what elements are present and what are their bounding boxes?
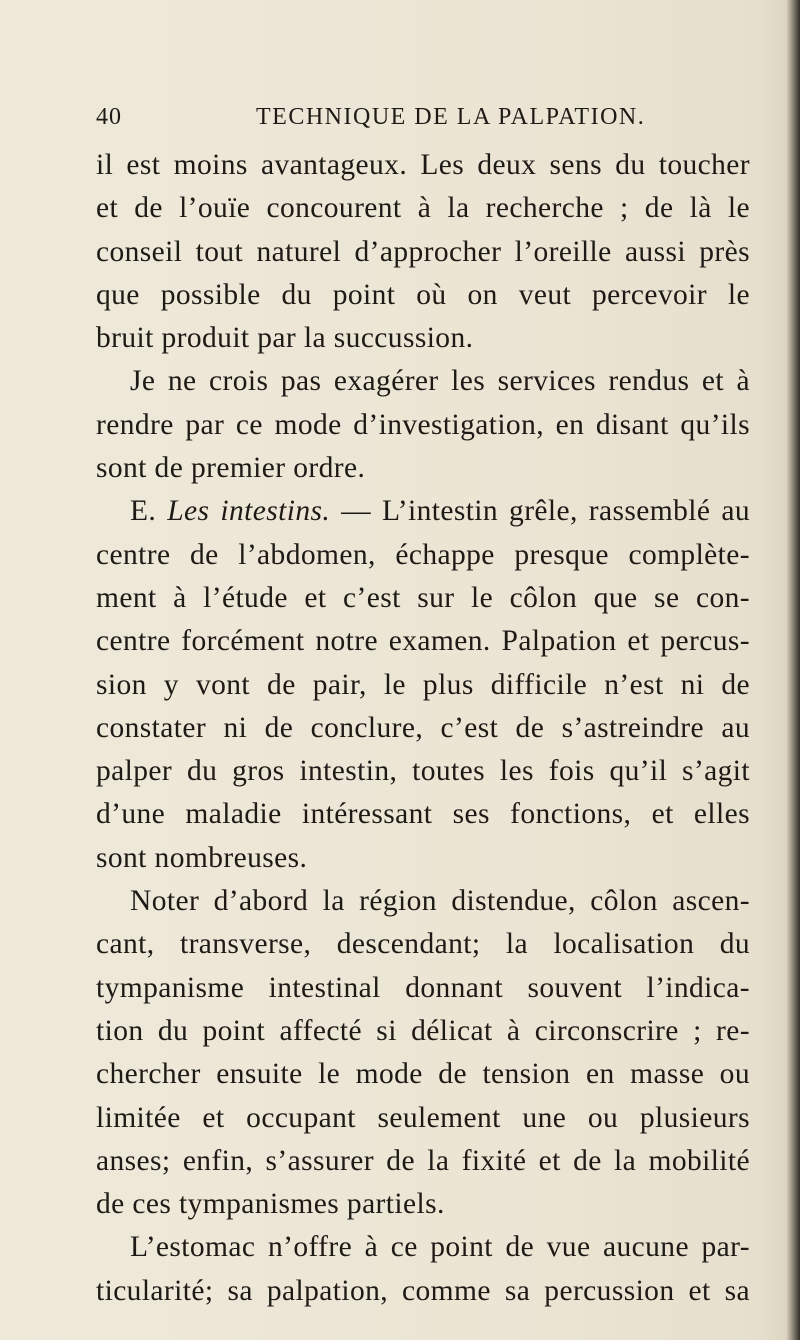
- section-heading-text: — L’intestin grêle, rassemblé au: [330, 495, 750, 528]
- text-line: centre forcément notre examen. Palpation et percus-: [96, 625, 750, 658]
- paragraph-start-line: L’estomac n’offre à ce point de vue aucune par-: [130, 1231, 750, 1264]
- running-head: [96, 104, 736, 138]
- text-line: que possible du point où on veut percevoir le: [96, 278, 750, 311]
- text-line: palper du gros intestin, toutes les fois qu’il s’agit: [96, 755, 750, 788]
- text-line: sont nombreuses.: [96, 841, 308, 874]
- text-line: anses; enfin, s’assurer de la fixité et de la mobilité: [96, 1144, 750, 1177]
- section-heading-title: Les intestins.: [167, 495, 331, 528]
- text-line: ticularité; sa palpation, comme sa percussion et sa: [96, 1274, 750, 1307]
- text-line: tympanisme intestinal donnant souvent l’indica-: [96, 971, 750, 1004]
- text-line: rendre par ce mode d’investigation, en disant qu’ils: [96, 408, 750, 441]
- page-edge-shadow: [786, 0, 800, 1340]
- text-line: bruit produit par la succussion.: [96, 322, 474, 355]
- text-line: cant, transverse, descendant; la localisation du: [96, 928, 750, 961]
- section-letter: E.: [130, 495, 168, 528]
- text-line: ment à l’étude et c’est sur le côlon que se con-: [96, 581, 750, 614]
- text-line: d’une maladie intéressant ses fonctions, et elles: [96, 798, 750, 831]
- section-heading-line: [96, 490, 750, 533]
- paragraph-start-line: Je ne crois pas exagérer les services rendus et à: [130, 365, 750, 398]
- paragraph-start-line: Noter d’abord la région distendue, côlon ascen-: [130, 885, 750, 918]
- text-line: tion du point affecté si délicat à circonscrire ; re-: [96, 1014, 750, 1047]
- body-text: [96, 144, 750, 1313]
- text-line: sion y vont de pair, le plus difficile n’est ni de: [96, 668, 750, 701]
- text-line: et de l’ouïe concourent à la recherche ; de là le: [96, 192, 750, 225]
- text-line: sont de premier ordre.: [96, 452, 366, 485]
- text-line: il est moins avantageux. Les deux sens du toucher: [96, 149, 750, 181]
- text-line: conseil tout naturel d’approcher l’oreille aussi près: [96, 235, 750, 268]
- page-number: 40: [96, 104, 122, 130]
- text-line: chercher ensuite le mode de tension en masse ou: [96, 1058, 750, 1091]
- text-line: limitée et occupant seulement une ou plusieurs: [96, 1101, 750, 1134]
- text-line: de ces tympanismes partiels.: [96, 1188, 445, 1221]
- running-title: TECHNIQUE DE LA PALPATION.: [256, 104, 646, 130]
- text-line: constater ni de conclure, c’est de s’astreindre au: [96, 711, 750, 744]
- text-line: centre de l’abdomen, échappe presque complète-: [96, 538, 750, 571]
